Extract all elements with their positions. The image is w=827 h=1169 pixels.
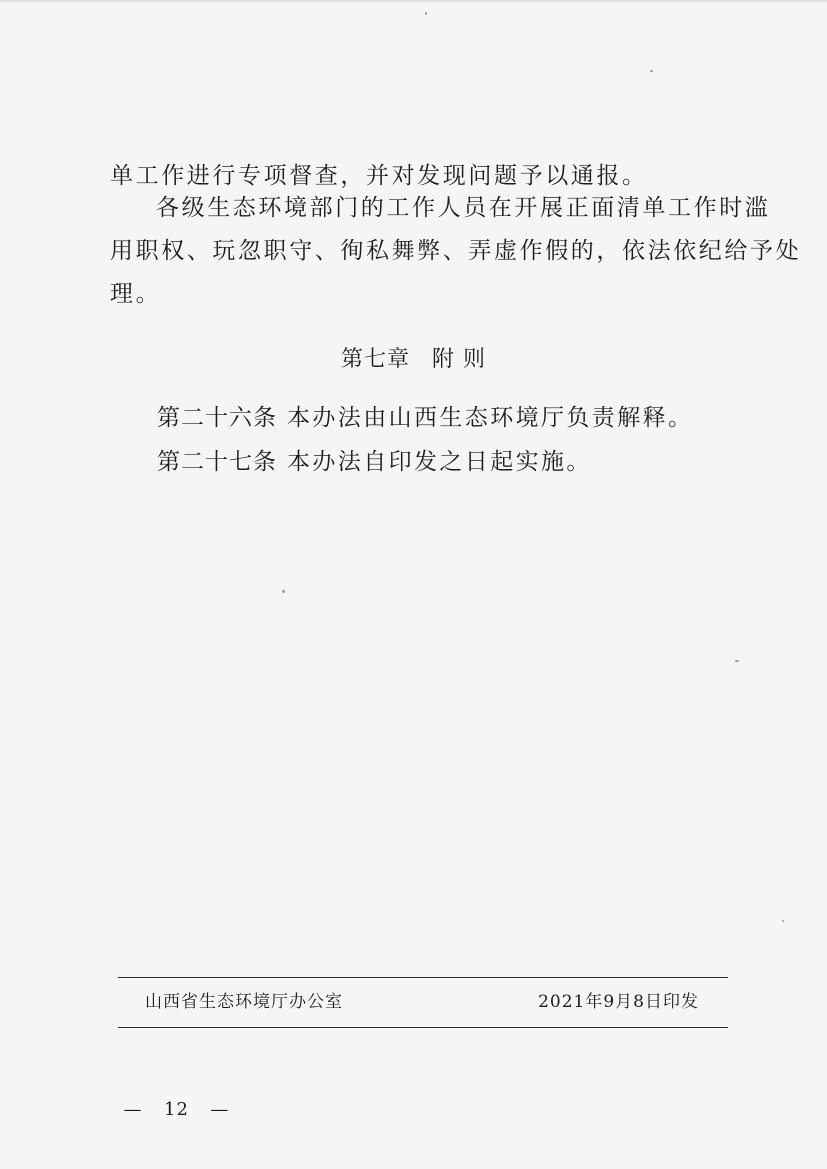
chapter-heading: [0, 345, 827, 375]
scan-speck: [425, 12, 427, 15]
paragraph-line: 用职权、玩忽职守、徇私舞弊、弄虚作假的，依法依纪给予处: [110, 238, 802, 264]
chapter-title: 附 则: [432, 347, 486, 372]
article-26: [157, 403, 693, 433]
imprint-issuer: 山西省生态环境厅办公室: [145, 992, 343, 1012]
article-number: 第二十七条: [157, 449, 277, 475]
imprint-rule-top: [118, 977, 728, 978]
page-dash-left: —: [123, 1099, 143, 1120]
scan-speck: [782, 920, 784, 922]
scan-speck: [735, 660, 739, 662]
article-text: 本办法自印发之日起实施。: [287, 449, 592, 475]
paragraph-continuation: 单工作进行专项督查，并对发现问题予以通报。: [110, 163, 648, 189]
paragraph-line: 各级生态环境部门的工作人员在开展正面清单工作时滥: [156, 195, 771, 221]
page-dash-right: —: [210, 1099, 230, 1120]
article-27: [157, 447, 592, 477]
article-number: 第二十六条: [157, 405, 277, 431]
page-number-value: 12: [164, 1099, 189, 1120]
chapter-number: 第七章: [340, 347, 410, 372]
imprint-rule-bottom: [118, 1027, 728, 1028]
paragraph-misconduct: [110, 187, 802, 316]
imprint-date: 2021年9月8日印发: [538, 992, 699, 1012]
scan-speck: [650, 70, 653, 72]
scan-edge: [0, 0, 827, 3]
page-number: [122, 1096, 231, 1124]
scan-speck: [282, 590, 285, 593]
paragraph-line: 理。: [110, 281, 162, 307]
article-text: 本办法由山西生态环境厅负责解释。: [287, 405, 694, 431]
